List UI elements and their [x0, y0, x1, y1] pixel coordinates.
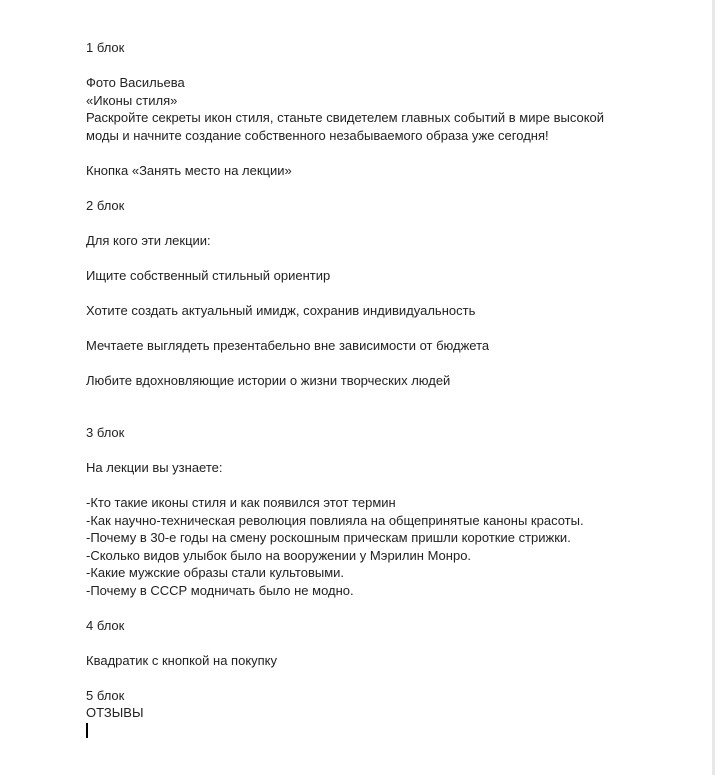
block5-heading: 5 блок [86, 687, 125, 703]
block4-text: Квадратик с кнопкой на покупку [86, 652, 278, 668]
block3-item: -Какие мужские образы стали культовыми. [86, 565, 345, 580]
block2-item: Ищите собственный стильный ориентир [86, 267, 331, 283]
block2-heading: 2 блок [86, 197, 125, 213]
block3-item: -Почему в 30-е годы на смену роскошным прическам пришли короткие стрижки. [86, 530, 571, 545]
document-body[interactable] [86, 39, 646, 738]
block3-item: -Почему в СССР модничать было не модно. [86, 582, 354, 598]
block1-heading: 1 блок [86, 40, 125, 55]
block5-text: ОТЗЫВЫ [86, 705, 144, 720]
block1-text-line2: моды и начните создание собственного незабываемого образа уже сегодня! [86, 127, 549, 143]
block2-item: Мечтаете выглядеть презентабельно вне зависимости от бюджета [86, 337, 490, 353]
block1-button-note: Кнопка «Занять место на лекции» [86, 162, 292, 178]
block1-title: «Иконы стиля» [86, 92, 178, 108]
block3-intro: На лекции вы узнаете: [86, 460, 223, 475]
block3-heading: 3 блок [86, 425, 125, 440]
block2-item: Любите вдохновляющие истории о жизни творческих людей [86, 372, 451, 388]
block3-item: -Сколько видов улыбок было на вооружении у Мэрилин Монро. [86, 547, 472, 563]
block1-photo-note: Фото Васильева [86, 75, 185, 90]
block1-text-line1: Раскройте секреты икон стиля, станьте свидетелем главных событий в мире высокой [86, 110, 605, 125]
block4-heading: 4 блок [86, 617, 125, 633]
block2-item: Хотите создать актуальный имидж, сохранив индивидуальность [86, 302, 476, 318]
block3-item: -Как научно-техническая революция повлияла на общепринятые каноны красоты. [86, 512, 584, 528]
block2-intro: Для кого эти лекции: [86, 232, 211, 248]
block3-item: -Кто такие иконы стиля и как появился этот термин [86, 495, 396, 510]
text-cursor [86, 723, 88, 738]
